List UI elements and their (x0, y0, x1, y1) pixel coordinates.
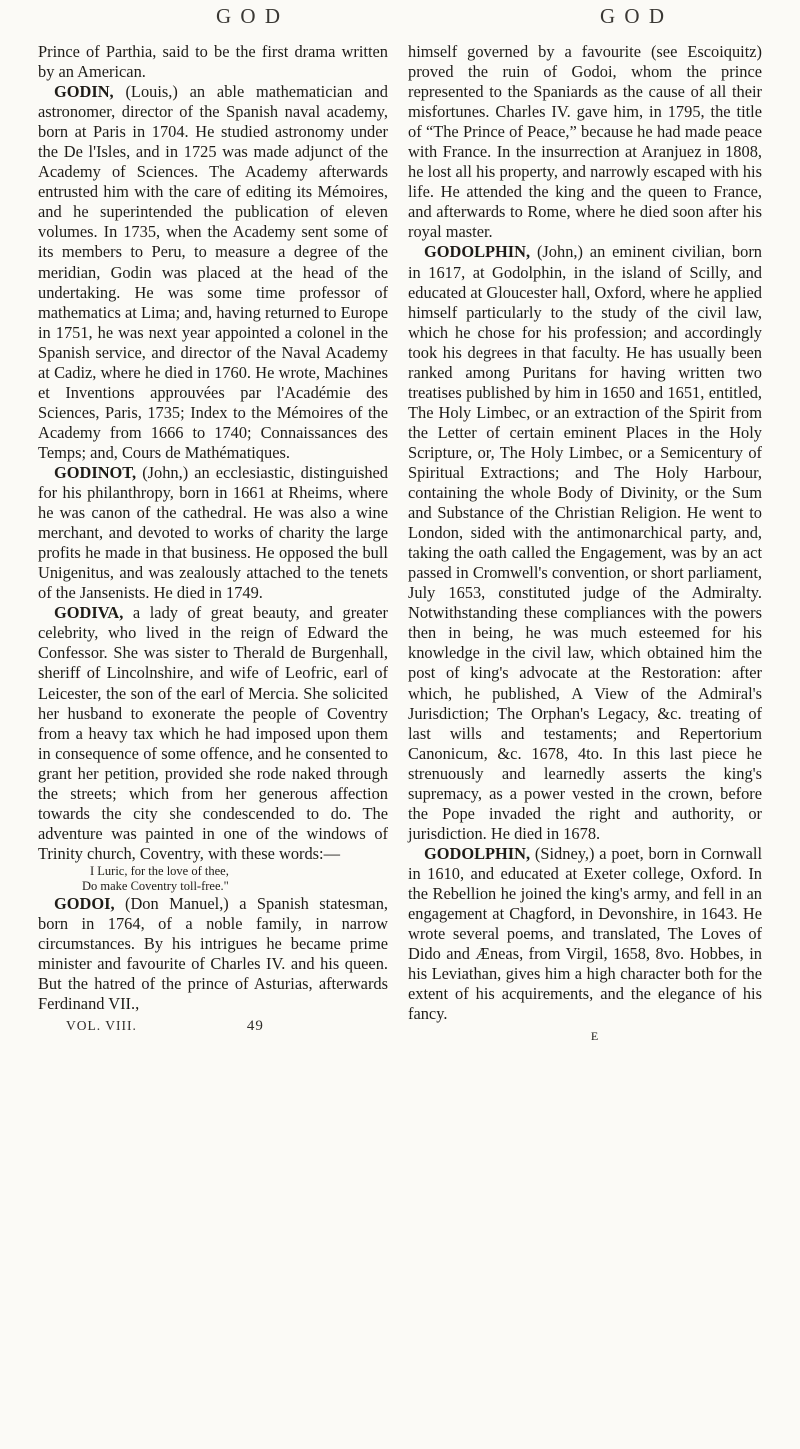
entry-godinot (38, 463, 388, 603)
running-head-right: G O D (600, 4, 666, 28)
entry-continuation: Prince of Parthia, said to be the first drama written by an American. (38, 42, 388, 82)
entry-text: (Sidney,) a poet, born in Cornwall in 1610, and educated at Exeter college, Oxford. In the Rebellion he joined the king's army, and fell in an engagement at Chagford, in Devonshire, in 1643. He wrote several poems, and translated, The Loves of Dido and Æneas, from Virgil, 1658, 8vo. Hobbes, in his Leviathan, gives him a high character both for the extent of his acquirements, and the elegance of his fancy. (408, 843, 762, 1024)
signature-mark: E (590, 1029, 600, 1044)
volume-label: VOL. VIII. (66, 1018, 137, 1034)
entry-godiva (38, 603, 388, 864)
entry-text: a lady of great beauty, and greater celebrity, who lived in the reign of Edward the Confessor. She was sister to Therald de Burgenhall, sheriff of Lincolnshire, and wife of Leofric, earl of Leicester, the son of the earl of Mercia. She solicited her husband to exonerate the people of Coventry from a heavy tax which he had imposed upon them in consequence of some offence, and he consented to grant her petition, provided she rode naked through the streets; which from her generous affection towards the city she condescended to do. The adventure was painted in one of the windows of Trinity church, Coventry, with these words:— (38, 603, 388, 863)
entry-godolphin-sidney (408, 844, 762, 1024)
entry-headword: GODOI, (54, 893, 115, 913)
verse-line: I Luric, for the love of thee, (90, 863, 229, 878)
entry-godoi (38, 894, 388, 1014)
entry-text: (Don Manuel,) a Spanish statesman, born in 1764, of a noble family, in narrow circumstances. By his intrigues he became prime minister and favourite of Charles IV. and his queen. But the hatred of the prince of Asturias, afterwards Ferdinand VII., (38, 893, 388, 1014)
entry-continuation: himself governed by a favourite (see Escoiquitz) proved the ruin of Godoi, whom the prince represented to the Spaniards as the cause of all their misfortunes. Charles IV. gave him, in 1795, the title of “The Prince of Peace,” because he had made peace with France. In the insurrection at Aranjuez in 1808, he lost all his property, and narrowly escaped with his life. He attended the king and the queen to France, and afterwards to Rome, where he died soon after his royal master. (408, 42, 762, 242)
entry-text: (John,) an eminent civilian, born in 1617, at Godolphin, in the island of Scilly, and educated at Gloucester hall, Oxford, where he applied himself particularly to the study of the civil law, which he chose for his profession; and accordingly took his degrees in that faculty. He has usually been ranked among Puritans for having written two treatises published by him in 1650 and 1651, entitled, The Holy Limbec, or an extraction of the Spirit from the Letter of certain eminent Places in the Holy Scripture, or, The Holy Limbec, or a Semicentury of Spiritual Extractions; and The Holy Harbour, containing the whole Body of Divinity, or the Sum and Substance of the Christian Religion. He went to London, sided with the antimonarchical party, and, taking the oath called the Engagement, was by an act passed in Cromwell's convention, or short parliament, July 1653, constituted judge of the Admiralty. Notwithstanding these compliances with the powers then in being, he was much esteemed for his knowledge in the civil law, which obtained him the post of king's advocate at the Restoration: after which, he published, A View of the Admiral's Jurisdiction; The Orphan's Legacy, &c. treating of last wills and testaments; and Repertorium Canonicum, &c. 1678, 4to. In this last piece he strenuously and learnedly asserts the king's supremacy, as a power vested in the crown, before the Pope invaded the right and authority, or jurisdiction. He died in 1678. (408, 242, 762, 843)
entry-text: (John,) an ecclesiastic, distinguished for his philanthropy, born in 1661 at Rheims, where he was canon of the cathedral. He was also a wine merchant, and devoted to works of charity the large profits he made in that business. He opposed the bull Unigenitus, and was zealously attached to the tenets of the Jansenists. He died in 1749. (38, 462, 388, 603)
entry-headword: GODOLPHIN, (424, 843, 531, 863)
running-head-left: G O D (216, 4, 282, 28)
entry-headword: GODOLPHIN, (424, 242, 531, 262)
entry-godin (38, 82, 388, 463)
entry-godolphin-john (408, 242, 762, 843)
page-number: 49 (246, 1018, 264, 1035)
entry-headword: GODINOT, (54, 462, 137, 482)
entry-headword: GODIVA, (54, 603, 124, 623)
right-column (408, 42, 762, 1046)
verse-line: Do make Coventry toll-free." (82, 878, 229, 893)
page-footer (38, 1016, 388, 1036)
entry-text: (Louis,) an able mathematician and astronomer, director of the Spanish naval academy, born at Paris in 1704. He studied astronomy under the De l'Isles, and in 1725 was made adjunct of the Academy of Sciences. The Academy afterwards entrusted him with the care of editing its Mémoires, and he superintended the publication of eleven volumes. In 1735, when the Academy sent some of its members to Peru, to measure a degree of the meridian, Godin was placed at the head of the undertaking. He was some time professor of mathematics at Lima; and, having returned to Europe in 1751, he was next year appointed a colonel in the Spanish service, and director of the Naval Academy at Cadiz, where he died in 1760. He wrote, Machines et Inventions approuvées par l'Académie des Sciences, Paris, 1735; Index to the Mémoires of the Academy from 1666 to 1740; Connaissances des Temps; and, Cours de Mathématiques. (38, 82, 388, 462)
entry-headword: GODIN, (54, 82, 114, 102)
left-column (38, 42, 388, 1036)
